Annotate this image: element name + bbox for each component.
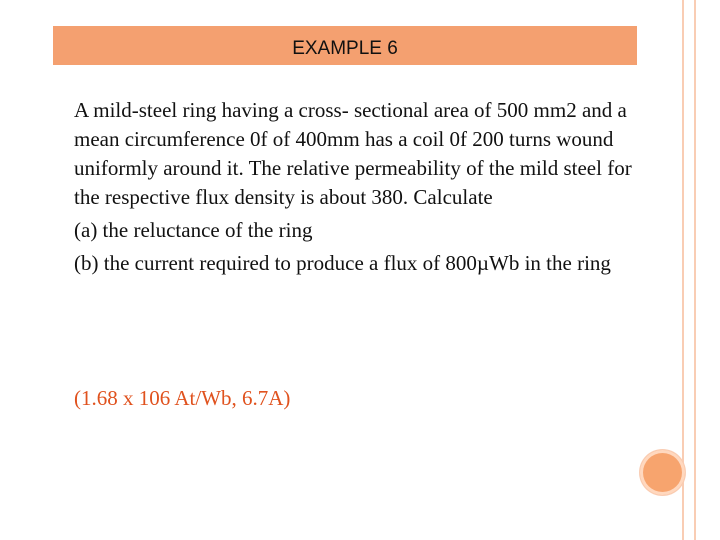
side-rule-left	[682, 0, 684, 540]
question-part-b: (b) the current required to produce a flux of 800µWb in the ring	[74, 251, 611, 275]
side-rule-right	[694, 0, 696, 540]
problem-statement: A mild-steel ring having a cross- sectional area of 500 mm2 and a mean circumference 0f of 400mm has a coil 0f 200 turns wound uniformly around it. The relative permeability of the mild steel for the respective flux density is about 380. Calculate	[74, 98, 632, 209]
title-bar	[53, 26, 637, 65]
question-part-a: (a) the reluctance of the ring	[74, 218, 313, 242]
answer-text: (1.68 x 106 At/Wb, 6.7A)	[74, 386, 291, 410]
slide-title: EXAMPLE 6	[292, 38, 398, 59]
problem-body	[74, 96, 634, 278]
decorative-circle	[640, 450, 685, 495]
